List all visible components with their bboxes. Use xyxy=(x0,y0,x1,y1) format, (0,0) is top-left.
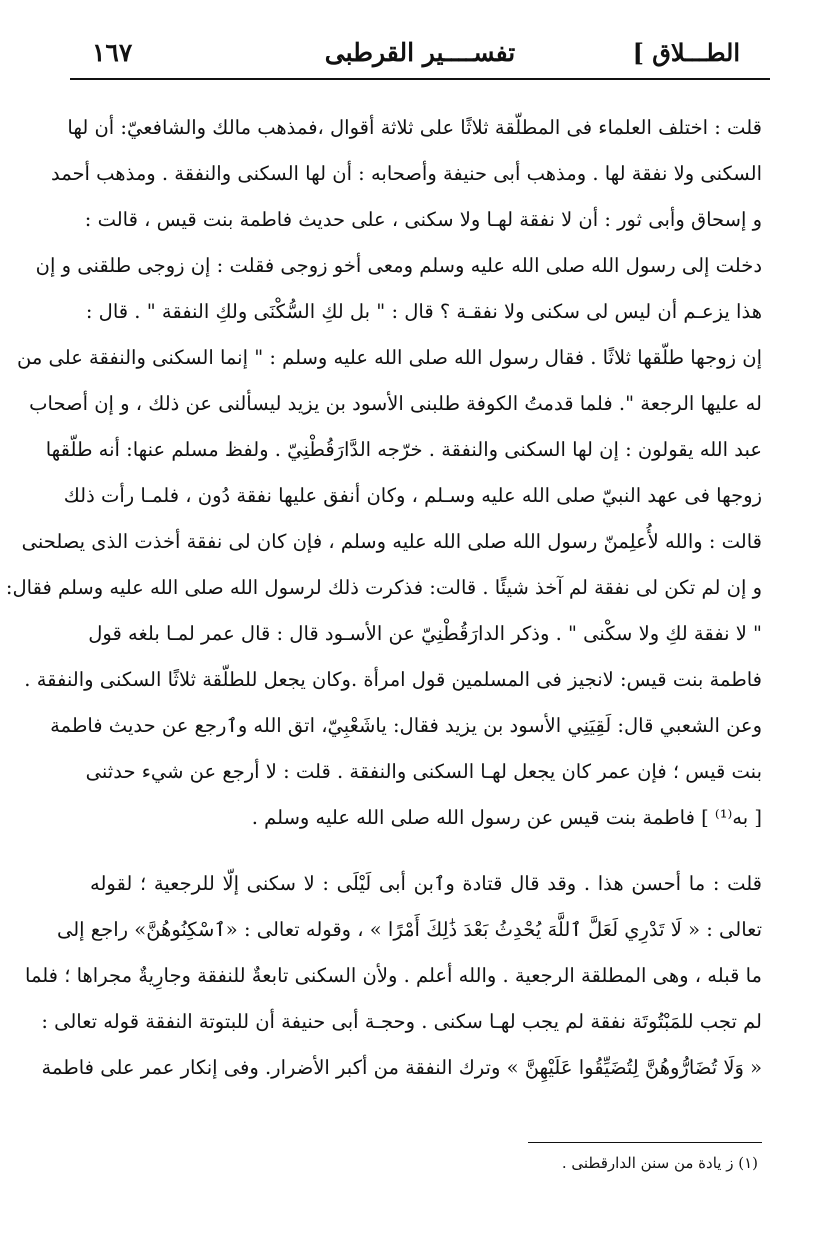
header-rule xyxy=(70,78,770,80)
text-line: [ به⁽¹⁾ ] فاطمة بنت قيس عن رسول الله صلى الله عليه وسلم . xyxy=(251,806,762,829)
text-line: وعن الشعبي قال: لَقِيَنِي الأسود بن يزيد فقال: ياشَعْبِيّ، اتق الله وٱرجع عن حديث فاطمة xyxy=(50,714,762,737)
paragraph-gap xyxy=(90,841,762,861)
page-number: ١٦٧ xyxy=(92,38,133,67)
text-line: قلت : اختلف العلماء فى المطلّقة ثلاثًا على ثلاثة أقوال ،فمذهب مالك والشافعيّ: أن لها xyxy=(67,116,762,139)
text-line: السكنى ولا نفقة لها . ومذهب أبى حنيفة وأصحابه : أن لها السكنى والنفقة . ومذهب أحمد xyxy=(50,162,762,185)
text-line: عبد الله يقولون : إن لها السكنى والنفقة . خرّجه الدَّارَقُطْنِيّ . ولفظ مسلم عنها: أنه طلّقها xyxy=(45,438,762,461)
text-line: ما قبله ، وهى المطلقة الرجعية . والله أعلم . ولأن السكنى تابعةٌ للنفقة وجارِيةٌ مجراها ؛ فلما xyxy=(25,964,762,987)
text-line: لم تجب للمَبْتُوتَة نفقة لم يجب لهـا سكنى . وحجـة أبى حنيفة أن للبتوتة النفقة قوله تعالى : xyxy=(41,1010,762,1033)
text-line: قالت : والله لأُعلِمنّ رسول الله صلى الله عليه وسلم ، فإن كان لى نفقة أخذت الذى يصلحنى xyxy=(21,530,762,553)
text-line: له عليها الرجعة ". فلما قدمتُ الكوفة طلبنى الأسود بن يزيد ليسألنى عن ذلك ، و إن أصحاب xyxy=(29,392,762,415)
text-line: و إسحاق وأبى ثور : أن لا نفقة لهـا ولا سكنى ، على حديث فاطمة بنت قيس ، قالت : xyxy=(84,208,762,231)
text-line: هذا يزعـم أن ليس لى سكنى ولا نفقـة ؟ قال : " بل لكِ السُّكْنَى ولكِ النفقة " . قال : xyxy=(85,300,762,323)
book-title: تفســــير القرطبى xyxy=(324,38,516,67)
text-line: و إن لم تكن لى نفقة لم آخذ شيئًا . قالت: فذكرت ذلك لرسول الله صلى الله عليه وسلم فقال: xyxy=(5,576,762,599)
text-line: فاطمة بنت قيس: لانجيز فى المسلمين قول امرأة .وكان يجعل للطلّقة ثلاثًا السكنى والنفقة . xyxy=(24,668,762,691)
main-text xyxy=(5,105,762,1091)
running-header xyxy=(70,28,770,78)
text-line: إن زوجها طلّقها ثلاثًا . فقال رسول الله صلى الله عليه وسلم : " إنما السكنى والنفقة على من xyxy=(17,346,762,369)
text-line: « وَلَا تُضَارُّوهُنَّ لِتُضَيِّقُوا عَلَيْهِنَّ » وترك النفقة من أكبر الأضرار. وفى إنكار عمر على فاطمة xyxy=(41,1056,762,1079)
text-line: زوجها فى عهد النبيّ صلى الله عليه وسـلم ، وكان أنفق عليها نفقة دُون ، فلمـا رأت ذلك xyxy=(63,484,762,507)
surah-name: الطـــلاق ] xyxy=(632,38,740,67)
text-line: تعالى : « لَا تَدْرِي لَعَلَّ ٱللَّهَ يُحْدِثُ بَعْدَ ذَٰلِكَ أَمْرًا » ، وقوله تعالى : «ٱسْكِنُوهُنَّ» راجع إلى xyxy=(56,918,762,941)
footnote-rule xyxy=(528,1142,762,1143)
footnote: (١) ز يادة من سنن الدارقطنى . xyxy=(561,1154,758,1172)
text-line: قلت : ما أحسن هذا . وقد قال قتادة وٱبن أبى لَيْلَى : لا سكنى إلّا للرجعية ؛ لقوله xyxy=(90,872,762,895)
paragraph-1 xyxy=(5,105,762,841)
text-line: " لا نفقة لكِ ولا سكْنى " . وذكر الدارَقُطْنِيّ عن الأسـود قال : قال عمر لمـا بلغه قول xyxy=(88,622,762,645)
text-line: بنت قيس ؛ فإن عمر كان يجعل لهـا السكنى والنفقة . قلت : لا أرجع عن شيء حدثنى xyxy=(85,760,762,783)
text-line: دخلت إلى رسول الله صلى الله عليه وسلم ومعى أخو زوجى فقلت : إن زوجى طلقنى و إن xyxy=(35,254,762,277)
paragraph-2 xyxy=(25,861,762,1091)
